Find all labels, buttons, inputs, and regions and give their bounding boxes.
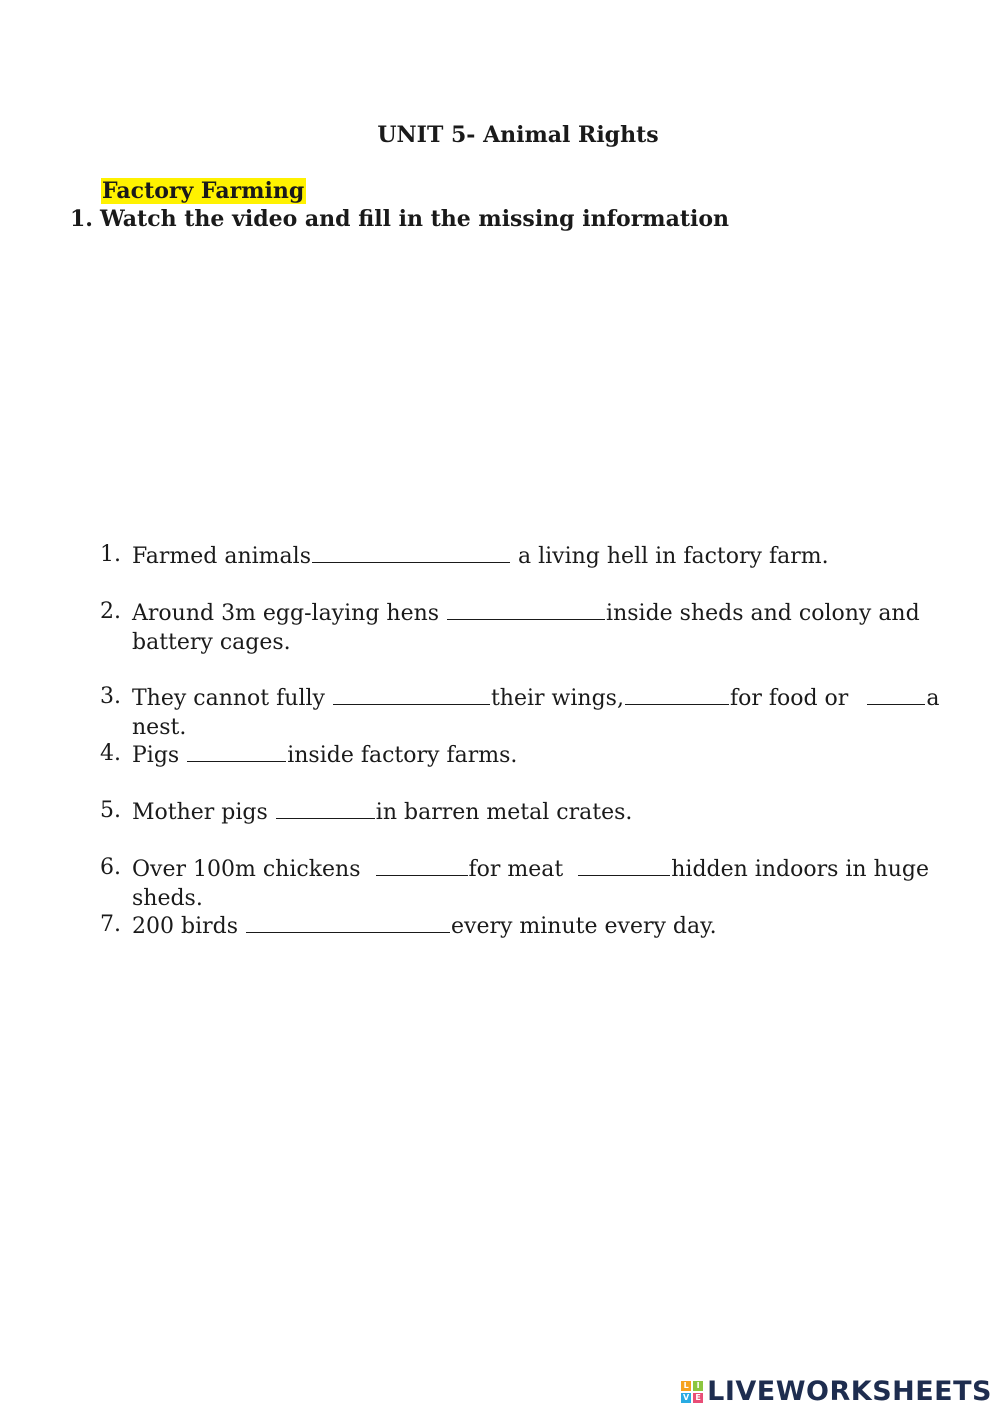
question-number: 4. [100, 741, 121, 766]
answer-blank[interactable] [625, 682, 729, 705]
question-number: 1. [100, 542, 121, 567]
question-text: Over 100m chickens [132, 857, 368, 882]
question-text: a living hell in factory farm. [511, 544, 829, 569]
logo-letter: E [693, 1393, 703, 1403]
logo-letter: L [681, 1381, 691, 1391]
answer-blank[interactable] [376, 853, 468, 876]
answer-blank[interactable] [447, 597, 605, 620]
question-number: 3. [100, 684, 121, 709]
instruction [70, 206, 729, 232]
question-text: a nest. [132, 686, 940, 740]
question-text: for food or [729, 686, 856, 711]
answer-blank[interactable] [187, 739, 286, 762]
question-text: every minute every day. [451, 914, 717, 939]
page-title: UNIT 5- Animal Rights [377, 122, 659, 148]
question-text: inside sheds and colony and battery cages. [132, 601, 920, 655]
question-text: for meat [468, 857, 571, 882]
answer-blank[interactable] [276, 796, 375, 819]
question-item [100, 739, 980, 796]
instruction-text: Watch the video and fill in the missing information [100, 206, 730, 232]
logo-letter: I [693, 1381, 703, 1391]
question-text: their wings, [490, 686, 624, 711]
logo-text: LIVEWORKSHEETS [707, 1376, 992, 1407]
liveworksheets-logo [681, 1376, 992, 1407]
question-text: Around 3m egg-laying hens [132, 601, 447, 626]
question-text: They cannot fully [132, 686, 332, 711]
question-number: 2. [100, 599, 121, 624]
logo-icon [681, 1381, 703, 1403]
question-item [100, 796, 980, 853]
logo-letter: V [683, 1392, 690, 1402]
answer-blank[interactable] [867, 682, 925, 705]
question-text: Pigs [132, 743, 187, 768]
question-item [100, 910, 980, 967]
question-text: Mother pigs [132, 800, 275, 825]
question-item [100, 540, 980, 597]
instruction-number: 1. [70, 206, 93, 232]
question-number: 6. [100, 855, 121, 880]
question-number: 7. [100, 912, 121, 937]
answer-blank[interactable] [578, 853, 670, 876]
question-item [100, 853, 980, 910]
question-text: hidden indoors in huge sheds. [132, 857, 930, 911]
question-list [100, 540, 980, 967]
question-number: 5. [100, 798, 121, 823]
question-item [100, 682, 980, 739]
question-text: 200 birds [132, 914, 245, 939]
question-text: in barren metal crates. [375, 800, 633, 825]
question-text: inside factory farms. [287, 743, 518, 768]
answer-blank[interactable] [246, 910, 450, 933]
section-heading: Factory Farming [102, 178, 305, 204]
answer-blank[interactable] [312, 540, 510, 563]
question-item [100, 597, 980, 682]
question-text: Farmed animals [132, 544, 311, 569]
answer-blank[interactable] [333, 682, 490, 705]
